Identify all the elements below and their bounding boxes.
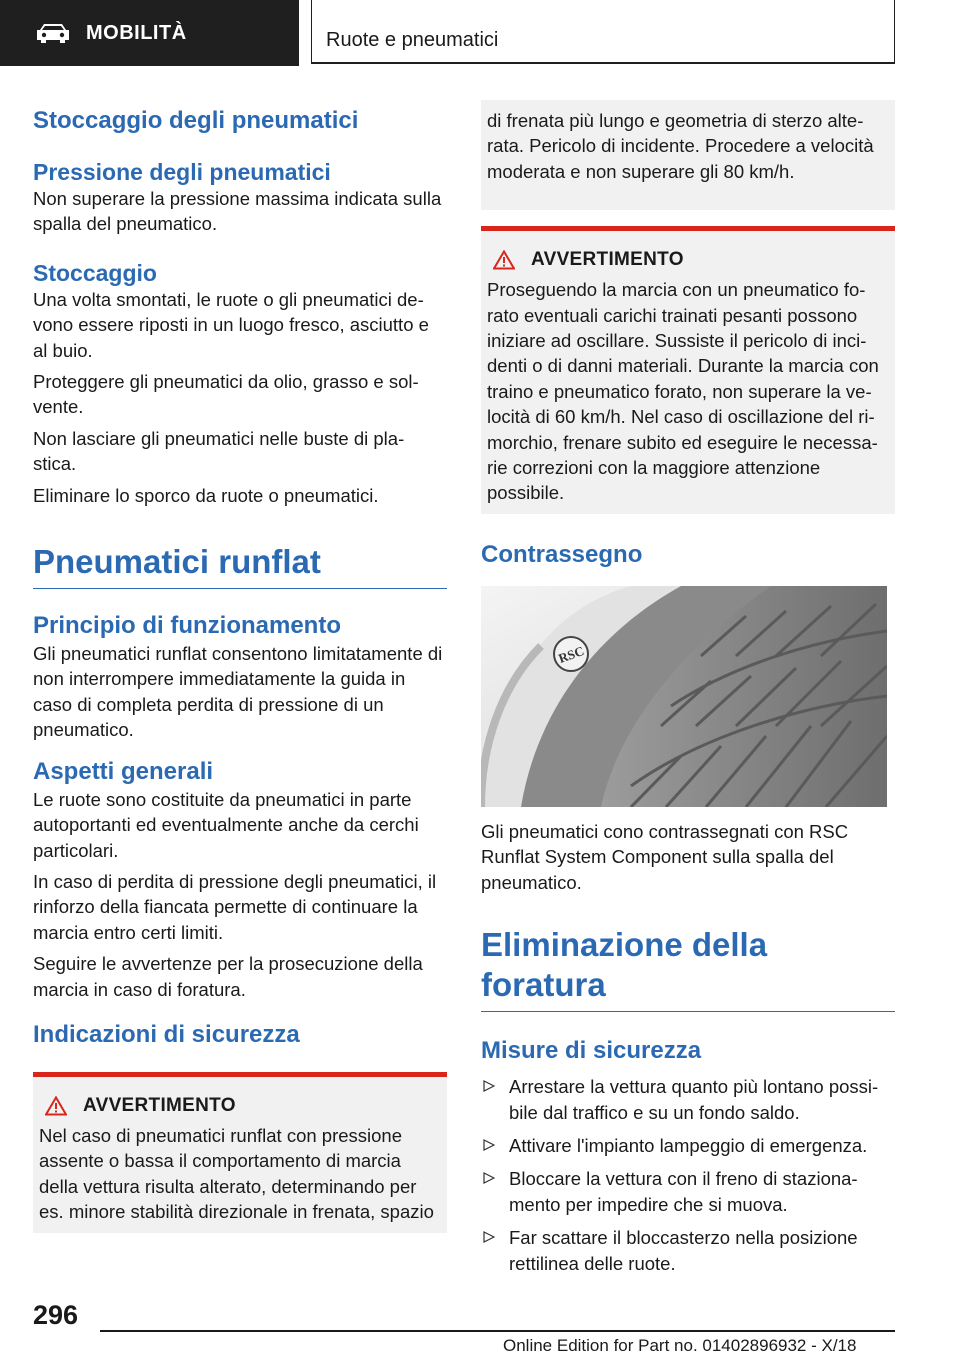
footer-divider: [100, 1330, 895, 1332]
list-item: [481, 1166, 895, 1217]
car-icon: [34, 21, 72, 45]
step-text: Bloccare la vettura con il freno di staziona- mento per impedire che si muova.: [509, 1168, 858, 1215]
text-principle: Gli pneumatici runflat consentono limitatamente di non interrompere immediatamente la guida in caso di completa perdita di pressione di un pneumatico.: [33, 643, 443, 741]
warning-title-2: [493, 249, 889, 271]
left-column: [33, 92, 447, 1233]
warning-box-1: [33, 1072, 447, 1233]
tire-illustration: [481, 586, 887, 807]
heading-fix: Eliminazione della foratura: [481, 925, 895, 1012]
section-label: MOBILITÀ: [86, 21, 187, 44]
text-general-3: Seguire le avvertenze per la prosecuzione della marcia in caso di foratura.: [33, 953, 423, 1000]
footer-edition: Online Edition for Part no. 01402896932 - X/18: [503, 1336, 857, 1355]
text-general-1: Le ruote sono costituite da pneumatici in parte autoportanti ed eventualmente anche da cerchi particolari.: [33, 788, 419, 861]
right-column: [481, 100, 895, 1284]
heading-general: Aspetti generali: [33, 757, 214, 785]
heading-principle: Principio di funzionamento: [33, 612, 341, 640]
step-text: Far scattare il bloccasterzo nella posizione rettilinea delle ruote.: [509, 1227, 858, 1274]
page-header: [0, 0, 960, 66]
warning-title-1: [45, 1095, 441, 1117]
text-stock-2: Proteggere gli pneumatici da olio, grasso e sol- vente.: [33, 371, 419, 418]
chapter-tab: [311, 0, 895, 64]
bullet-triangle-icon: [483, 1139, 495, 1151]
heading-pressure: Pressione degli pneumatici: [33, 159, 331, 185]
warning-box-2: [481, 226, 895, 514]
heading-stoccaggio: Stoccaggio: [33, 259, 157, 286]
heading-storage: Stoccaggio degli pneumatici: [33, 107, 359, 134]
heading-safety: Indicazioni di sicurezza: [33, 1020, 300, 1048]
heading-runflat: Pneumatici runflat: [33, 542, 447, 589]
text-pressure: Non superare la pressione massima indicata sulla spalla del pneumatico.: [33, 188, 442, 235]
warning-text-1-continued: di frenata più lungo e geometria di sterzo alte- rata. Pericolo di incidente. Procedere a velocità moderata e non superare gli 80 km/h.: [487, 110, 874, 182]
warning-triangle-icon: [493, 250, 515, 270]
safety-steps-list: [481, 1074, 895, 1276]
text-stock-3: Non lasciare gli pneumatici nelle buste di pla- stica.: [33, 427, 405, 475]
heading-measures: Misure di sicurezza: [481, 1037, 702, 1065]
step-text: Attivare l'impianto lampeggio di emergenza.: [509, 1134, 868, 1156]
list-item: [481, 1074, 895, 1125]
section-tab: [0, 0, 299, 66]
warning-box-1-continued: [481, 100, 895, 210]
text-mark: Gli pneumatici cono contrassegnati con RSC Runflat System Component sulla spalla del pneumatico.: [481, 820, 849, 893]
bullet-triangle-icon: [483, 1080, 495, 1092]
warning-title-text-2: AVVERTIMENTO: [531, 249, 684, 271]
list-item: [481, 1133, 895, 1158]
warning-triangle-icon: [45, 1096, 67, 1116]
list-item: [481, 1225, 895, 1276]
warning-text-2: Proseguendo la marcia con un pneumatico fo- rato eventuali carichi trainati pesanti possono iniziare ad oscillare. Sussiste il pericolo di inci- denti o di danni materiali. Durante la marcia con traino e pneumatico forato, non superare la ve- locità di 60 km/h. Nel caso di oscillazione del ri- morchio, frenare subito ed eseguire le necessa- rie correzioni con la maggiore attenzione possibile.: [487, 279, 879, 504]
chapter-label: Ruote e pneumatici: [326, 29, 499, 51]
heading-mark: Contrassegno: [481, 540, 643, 568]
text-general-2: In caso di perdita di pressione degli pneumatici, il rinforzo della fiancata permette di continuare la marcia entro certi limiti.: [33, 870, 437, 943]
bullet-triangle-icon: [483, 1231, 495, 1243]
page-number: 296: [33, 1300, 79, 1330]
step-text: Arrestare la vettura quanto più lontano possi- bile dal traffico e su un fondo saldo.: [509, 1076, 879, 1123]
text-stock-1: Una volta smontati, le ruote o gli pneumatici de- vono essere riposti in un luogo fresco, asciutto e al buio.: [33, 288, 429, 361]
text-stock-4: Eliminare lo sporco da ruote o pneumatici.: [33, 484, 379, 506]
warning-title-text-1: AVVERTIMENTO: [83, 1094, 236, 1116]
warning-text-1: Nel caso di pneumatici runflat con pressione assente o bassa il comportamento di marcia della vettura risulta alterato, determinando per es. minore stabilità direzionale in frenata, spazio: [39, 1124, 434, 1223]
bullet-triangle-icon: [483, 1172, 495, 1184]
rsc-logo: RSC: [556, 642, 586, 666]
